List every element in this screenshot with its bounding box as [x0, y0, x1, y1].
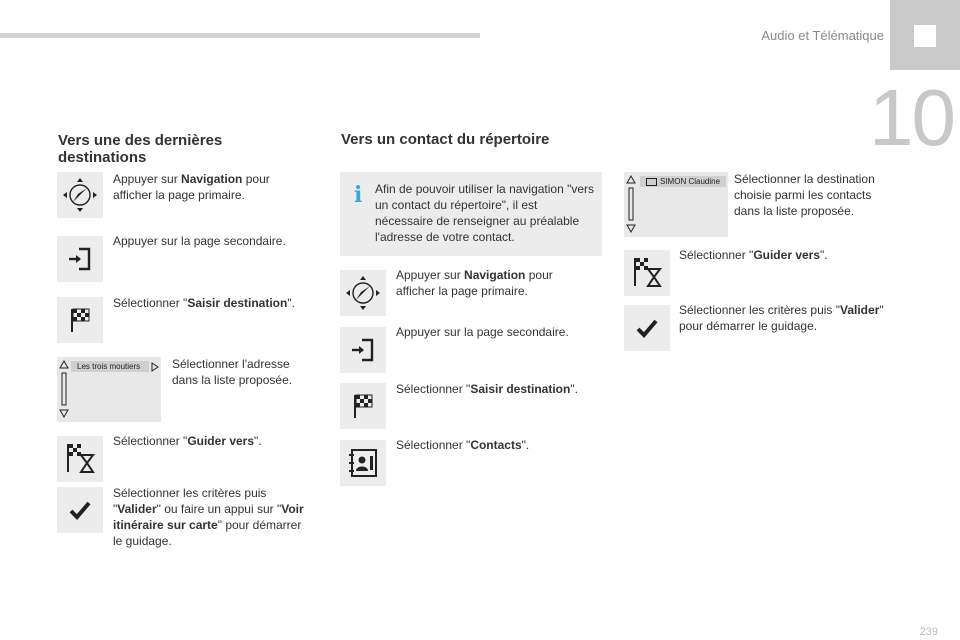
navigation-button-icon — [57, 172, 103, 218]
navigation-button-icon — [340, 270, 386, 316]
info-icon: i — [354, 182, 363, 208]
left-step-1: Appuyer sur Navigation pour afficher la page primaire. — [113, 172, 270, 202]
left-heading: Vers une des dernières destinations — [58, 132, 223, 166]
destination-flag-icon — [57, 297, 103, 343]
page-number: 239 — [919, 626, 938, 638]
chapter-number: 10 — [869, 73, 954, 162]
middle-step-1: Appuyer sur Navigation pour afficher la page primaire. — [396, 268, 553, 298]
left-step-5: Sélectionner "Guider vers". — [113, 434, 262, 448]
tab-square-icon — [914, 25, 936, 47]
secondary-page-icon — [57, 236, 103, 282]
secondary-page-icon — [340, 327, 386, 373]
left-step-3: Sélectionner "Saisir destination". — [113, 296, 295, 310]
info-text: Afin de pouvoir utiliser la navigation "vers un contact du répertoire", il est nécessaire de renseigner au préalable l'adresse de votre contact. — [375, 182, 595, 244]
address-list-screen — [57, 357, 161, 422]
folder-icon — [646, 178, 657, 186]
contacts-icon — [340, 440, 386, 486]
right-step-2: Sélectionner "Guider vers". — [679, 248, 828, 262]
destination-flag-icon — [340, 383, 386, 429]
top-rule — [0, 33, 480, 38]
validate-check-icon — [57, 487, 103, 533]
middle-step-4: Sélectionner "Contacts". — [396, 438, 530, 452]
right-step-1: Sélectionner la destination choisie parmi les contacts dans la liste proposée. — [734, 172, 875, 218]
left-step-4: Sélectionner l'adresse dans la liste proposée. — [172, 357, 293, 387]
middle-step-2: Appuyer sur la page secondaire. — [396, 325, 569, 339]
validate-check-icon — [624, 305, 670, 351]
middle-heading: Vers un contact du répertoire — [341, 131, 550, 148]
middle-step-3: Sélectionner "Saisir destination". — [396, 382, 578, 396]
section-title: Audio et Télématique — [761, 28, 884, 43]
right-step-3: Sélectionner les critères puis "Valider" pour démarrer le guidage. — [679, 303, 884, 333]
left-step-2: Appuyer sur la page secondaire. — [113, 234, 286, 248]
info-note — [340, 172, 602, 256]
chapter-tab — [890, 0, 960, 70]
contact-list-item — [640, 176, 726, 187]
guide-to-icon — [57, 436, 103, 482]
contact-name: SIMON Claudine — [660, 177, 721, 186]
contact-list-screen — [624, 172, 728, 237]
address-list-item: Les trois moutiers — [71, 361, 149, 372]
guide-to-icon — [624, 250, 670, 296]
left-step-6: Sélectionner les critères puis "Valider" ou faire un appui sur "Voir itinéraire sur carte" pour démarrer le guidage. — [113, 486, 304, 548]
